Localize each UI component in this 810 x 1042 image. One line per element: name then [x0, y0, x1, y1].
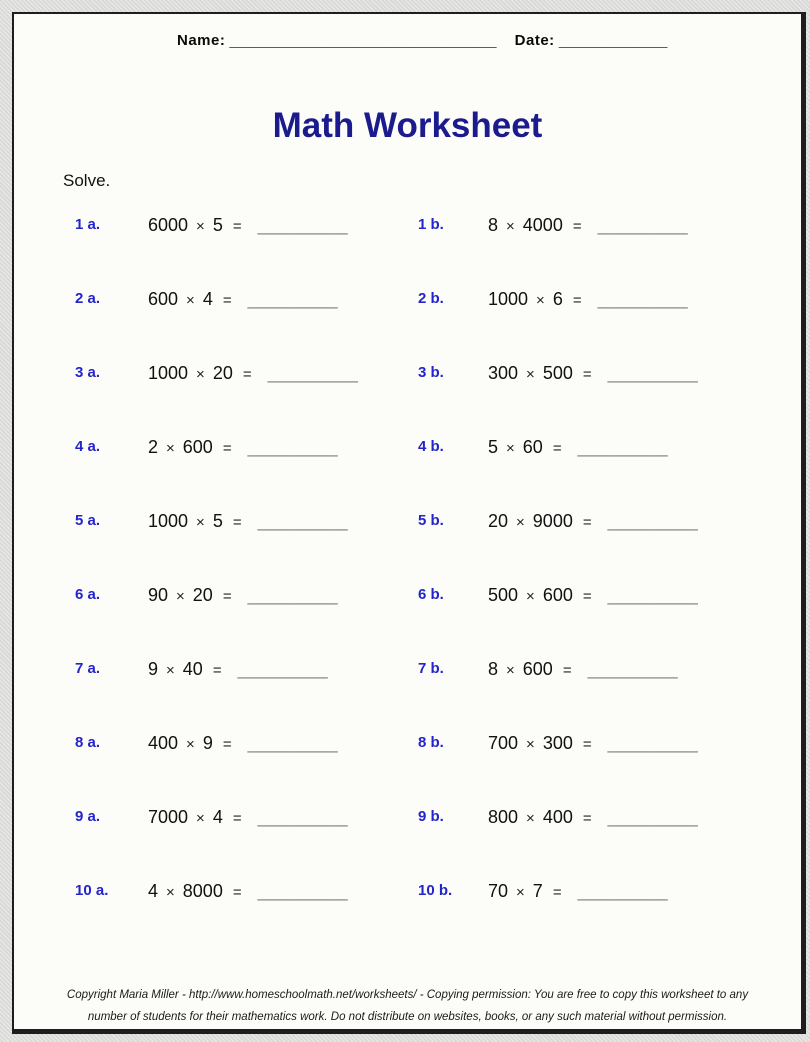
problem-row-5 [75, 508, 801, 582]
problem-7b [488, 656, 801, 684]
factor-2: 600 [542, 585, 573, 605]
answer-blank: _________ [577, 437, 668, 457]
multiply-sign: × [506, 218, 515, 235]
factor-1: 700 [488, 733, 519, 753]
equals-sign: = [242, 366, 252, 383]
answer-blank: _________ [607, 733, 698, 753]
answer-blank: _________ [257, 881, 348, 901]
problem-label-4a: 4 a. [75, 438, 101, 455]
factor-2: 9000 [532, 511, 573, 531]
problem-row-8 [75, 730, 801, 804]
equals-sign: = [222, 588, 232, 605]
factor-1: 2 [148, 437, 159, 457]
problem-label-3a: 3 a. [75, 364, 101, 381]
answer-blank: _________ [237, 659, 328, 679]
date-line: _____________ [558, 32, 668, 49]
equals-sign: = [582, 514, 592, 531]
problems-list [14, 212, 801, 952]
problem-9a [148, 804, 418, 832]
factor-2: 500 [542, 363, 573, 383]
multiply-sign: × [196, 514, 205, 531]
answer-blank: _________ [257, 215, 348, 235]
problem-3b [488, 360, 801, 388]
multiply-sign: × [506, 440, 515, 457]
answer-blank: _________ [577, 881, 668, 901]
equals-sign: = [572, 292, 582, 309]
problem-label-9b: 9 b. [418, 808, 444, 825]
equals-sign: = [572, 218, 582, 235]
equals-sign: = [582, 810, 592, 827]
answer-blank: _________ [587, 659, 678, 679]
factor-1: 4 [148, 881, 159, 901]
factor-2: 400 [542, 807, 573, 827]
answer-blank: _________ [597, 289, 688, 309]
multiply-sign: × [526, 736, 535, 753]
multiply-sign: × [526, 366, 535, 383]
answer-blank: _________ [247, 437, 338, 457]
problem-6a [148, 582, 418, 610]
factor-2: 5 [212, 511, 223, 531]
problem-row-7 [75, 656, 801, 730]
answer-blank: _________ [247, 733, 338, 753]
equals-sign: = [232, 884, 242, 901]
name-line: ________________________________ [229, 32, 497, 49]
footer-line-1: Copyright Maria Miller - http://www.homeschoolmath.net/worksheets/ - Copying permission: You are free to copy this worksheet to any [66, 989, 749, 1001]
factor-1: 800 [488, 807, 519, 827]
problem-8b [488, 730, 801, 758]
factor-2: 9 [202, 733, 213, 753]
factor-1: 8 [488, 215, 499, 235]
problem-label-1a: 1 a. [75, 216, 101, 233]
equals-sign: = [582, 366, 592, 383]
multiply-sign: × [196, 218, 205, 235]
problem-6b [488, 582, 801, 610]
factor-1: 1000 [488, 289, 529, 309]
problem-1b [488, 212, 801, 240]
problem-label-6a: 6 a. [75, 586, 101, 603]
problem-row-4 [75, 434, 801, 508]
answer-blank: _________ [247, 585, 338, 605]
problem-label-10b: 10 b. [418, 882, 453, 899]
multiply-sign: × [196, 810, 205, 827]
factor-1: 5 [488, 437, 499, 457]
problem-row-10 [75, 878, 801, 952]
answer-blank: _________ [607, 585, 698, 605]
problem-4b [488, 434, 801, 462]
problem-label-10a: 10 a. [75, 882, 109, 899]
problem-row-1 [75, 212, 801, 286]
multiply-sign: × [166, 662, 175, 679]
multiply-sign: × [186, 292, 195, 309]
factor-1: 7000 [148, 807, 189, 827]
problem-label-2a: 2 a. [75, 290, 101, 307]
page-title: Math Worksheet [272, 106, 543, 145]
problem-label-7b: 7 b. [418, 660, 444, 677]
answer-blank: _________ [607, 511, 698, 531]
problem-10a [148, 878, 418, 906]
header [177, 32, 667, 49]
factor-2: 300 [542, 733, 573, 753]
equals-sign: = [562, 662, 572, 679]
multiply-sign: × [526, 588, 535, 605]
factor-2: 4000 [522, 215, 563, 235]
factor-1: 600 [148, 289, 179, 309]
factor-2: 600 [182, 437, 213, 457]
date-label: Date: [514, 32, 555, 49]
problem-label-4b: 4 b. [418, 438, 444, 455]
factor-2: 5 [212, 215, 223, 235]
factor-2: 60 [522, 437, 543, 457]
equals-sign: = [222, 736, 232, 753]
factor-2: 4 [212, 807, 223, 827]
problem-5b [488, 508, 801, 536]
problem-label-2b: 2 b. [418, 290, 444, 307]
equals-sign: = [552, 440, 562, 457]
factor-2: 8000 [182, 881, 223, 901]
multiply-sign: × [536, 292, 545, 309]
problem-label-5b: 5 b. [418, 512, 444, 529]
answer-blank: _________ [597, 215, 688, 235]
equals-sign: = [232, 514, 242, 531]
factor-2: 40 [182, 659, 203, 679]
problem-1a [148, 212, 418, 240]
factor-2: 7 [532, 881, 543, 901]
factor-2: 20 [212, 363, 233, 383]
equals-sign: = [212, 662, 222, 679]
factor-1: 6000 [148, 215, 189, 235]
problem-5a [148, 508, 418, 536]
problem-4a [148, 434, 418, 462]
problem-3a [148, 360, 418, 388]
problem-label-8b: 8 b. [418, 734, 444, 751]
multiply-sign: × [516, 884, 525, 901]
factor-1: 70 [488, 881, 509, 901]
problem-label-6b: 6 b. [418, 586, 444, 603]
factor-1: 9 [148, 659, 159, 679]
multiply-sign: × [166, 884, 175, 901]
factor-1: 90 [148, 585, 169, 605]
factor-1: 20 [488, 511, 509, 531]
equals-sign: = [552, 884, 562, 901]
factor-1: 300 [488, 363, 519, 383]
factor-1: 8 [488, 659, 499, 679]
equals-sign: = [222, 440, 232, 457]
equals-sign: = [232, 810, 242, 827]
problem-label-7a: 7 a. [75, 660, 101, 677]
problem-7a [148, 656, 418, 684]
problem-label-1b: 1 b. [418, 216, 444, 233]
equals-sign: = [232, 218, 242, 235]
multiply-sign: × [526, 810, 535, 827]
problem-row-9 [75, 804, 801, 878]
answer-blank: _________ [607, 363, 698, 383]
problem-8a [148, 730, 418, 758]
equals-sign: = [222, 292, 232, 309]
factor-2: 20 [192, 585, 213, 605]
problem-row-3 [75, 360, 801, 434]
problem-10b [488, 878, 801, 906]
footer-line-2: number of students for their mathematics work. Do not distribute on websites, books, or any such material without permission. [87, 1011, 728, 1023]
answer-blank: _________ [267, 363, 358, 383]
problem-label-8a: 8 a. [75, 734, 101, 751]
multiply-sign: × [506, 662, 515, 679]
problem-label-9a: 9 a. [75, 808, 101, 825]
factor-1: 400 [148, 733, 179, 753]
multiply-sign: × [186, 736, 195, 753]
problem-9b [488, 804, 801, 832]
problem-row-6 [75, 582, 801, 656]
multiply-sign: × [516, 514, 525, 531]
answer-blank: _________ [257, 511, 348, 531]
factor-2: 4 [202, 289, 213, 309]
problem-row-2 [75, 286, 801, 360]
factor-1: 500 [488, 585, 519, 605]
problem-label-3b: 3 b. [418, 364, 444, 381]
factor-1: 1000 [148, 511, 189, 531]
copyright-footer [14, 984, 801, 1028]
answer-blank: _________ [247, 289, 338, 309]
solve-instruction: Solve. [63, 171, 111, 190]
name-label: Name: [177, 32, 226, 49]
multiply-sign: × [196, 366, 205, 383]
factor-1: 1000 [148, 363, 189, 383]
answer-blank: _________ [257, 807, 348, 827]
factor-2: 600 [522, 659, 553, 679]
equals-sign: = [582, 588, 592, 605]
problem-2b [488, 286, 801, 314]
multiply-sign: × [176, 588, 185, 605]
answer-blank: _________ [607, 807, 698, 827]
factor-2: 6 [552, 289, 563, 309]
multiply-sign: × [166, 440, 175, 457]
worksheet-page [12, 12, 806, 1034]
problem-label-5a: 5 a. [75, 512, 101, 529]
equals-sign: = [582, 736, 592, 753]
problem-2a [148, 286, 418, 314]
